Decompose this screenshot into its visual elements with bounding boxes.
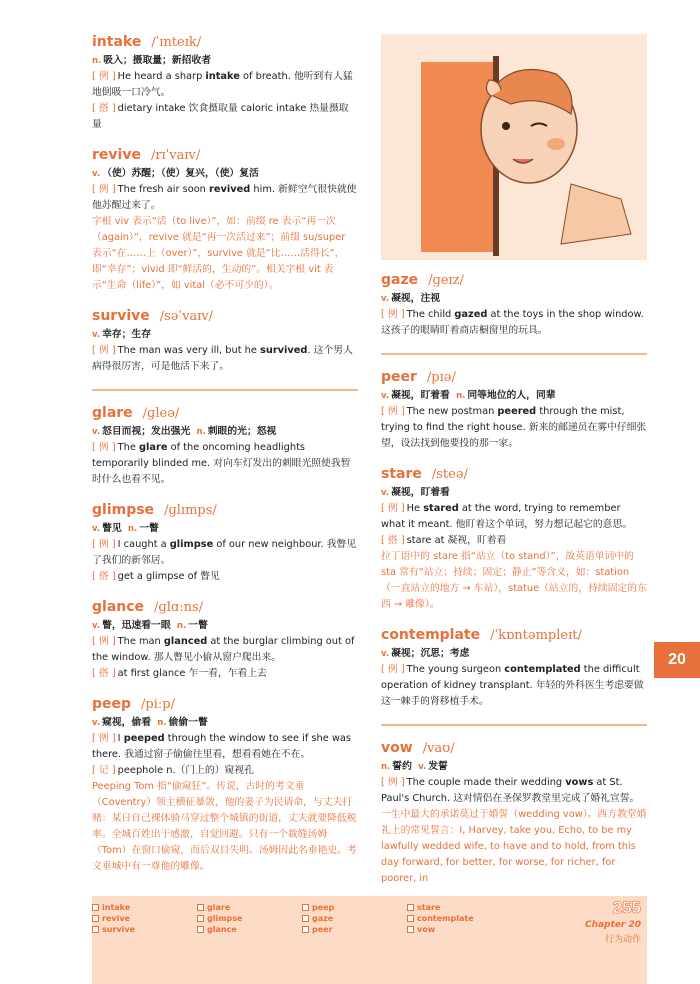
example: [ 例 ] He stared at the word, trying to remember what it meant. 他盯着这个单词，努力想记起它的意思。 [381, 503, 633, 530]
collocation: [ 搭 ] stare at 凝视，盯着看 [381, 535, 507, 546]
checkbox-icon [407, 915, 414, 922]
example: [ 例 ] The glare of the oncoming headlights temporarily blinded me. 对向车灯发出的刺眼光照使我暂时什么也看不见。 [92, 442, 351, 485]
headword: glimpse [92, 502, 155, 518]
headword: glare [92, 405, 133, 421]
phonetic: /pɪə/ [426, 370, 456, 385]
headword: peep [92, 696, 132, 712]
footer-word-glare[interactable]: glare [197, 902, 302, 913]
checkbox-icon [92, 904, 99, 911]
part-of-speech: v. [92, 330, 101, 340]
example: [ 例 ] The child gazed at the toys in the shop window. 这孩子的眼睛盯着商店橱窗里的玩具。 [381, 309, 644, 336]
left-column [92, 34, 358, 889]
headword: revive [92, 147, 141, 163]
culture-note: 一生中最大的承诺莫过于婚誓（wedding vow）。西方教堂婚礼上的常见誓言：I, Harvey, take you, Echo, to be my lawfully wedded wife, to have and to hold, from this day forward, for better, for worse, for richer, for poorer, in [381, 809, 647, 884]
chapter-label: Chapter 20 [584, 920, 641, 930]
culture-note: Peeping Tom 指“偷窥狂”。传说，古时的考文垂（Coventry）领主横征暴敛，他的妻子为民请命，与丈夫打赌：某日自己裸体骑马穿过整个城镇的街道，丈夫就要降低税率。全城百姓出于感激，自觉回避。只有一个裁缝汤姆（Tom）在窗口偷窥，而后双目失明。汤姆因此名垂艳史。考文垂城中有一尊他的雕像。 [92, 781, 357, 872]
checkbox-icon [197, 915, 204, 922]
headword: stare [381, 466, 422, 482]
entry-glare: glare /ɡleə/ v. 怒目而视；发出强光 n. 刺眼的光；怒视 [ 例 ] The glare of the oncoming headlights temporarily blinded me. 对向车灯发出的刺眼光照使我暂时什么也看不见。 [92, 405, 358, 488]
chapter-side-tab: 20 [654, 642, 700, 678]
phonetic: /steə/ [431, 467, 468, 482]
phonetic: /ˈɪnteɪk/ [151, 35, 202, 50]
example: [ 例 ] The man was very ill, but he survived. 这个男人病得很厉害，可是他活下来了。 [92, 345, 353, 372]
headword: glance [92, 599, 145, 615]
entry-peep: peep /piːp/ v. 窥视，偷看 n. 偷偷一瞥 [ 例 ] I peeped through the window to see if she was there. 我通过窗子偷偷往里看，想看看她在不在。 [ 记 ] peephole n.（门上的）窥视孔 Peeping Tom 指“偷窥狂”。传说，古时的考文垂（Coventry）领主横征暴敛，他的妻子为民请命，与丈夫打赌：某日自己裸体骑马穿过整个城镇的街道，丈夫就要降低税率。全城百姓出于感激，自觉回避。只有一个裁缝汤姆（Tom）在窗口偷窥，而后双目失明。汤姆因此名垂艳史。考文垂城中有一尊他的雕像。 [92, 696, 358, 875]
phonetic: /ɡeɪz/ [428, 273, 464, 288]
entry-revive [92, 147, 358, 294]
footer-word-peer[interactable]: peer [302, 924, 407, 935]
collocation: [ 搭 ] dietary intake 饮食摄取量 caloric intake 热量摄取量 [92, 103, 349, 130]
section-divider [381, 724, 647, 726]
definition: 吸入；摄取量；新招收者 [103, 55, 212, 66]
footer-word-intake[interactable]: intake [92, 902, 197, 913]
phonetic: /piːp/ [141, 697, 175, 712]
entry-survive [92, 308, 358, 375]
footer-word-glimpse[interactable]: glimpse [197, 913, 302, 924]
headword: survive [92, 308, 150, 324]
footer-wordlist [92, 896, 647, 984]
footer-word-grid [92, 902, 527, 935]
example: [ 例 ] The couple made their wedding vows at St. Paul's Church. 这对情侣在圣保罗教堂里完成了婚礼宣誓。 [381, 777, 640, 804]
entry-stare: stare /steə/ v. 凝视，盯着看 [ 例 ] He stared at the word, trying to remember what it meant. 他盯着这个单词，努力想记起它的意思。 [ 搭 ] stare at 凝视，盯着看 拉丁语中的 stare 指“站立（to stand）”，故英语单词中的 sta 常有“站立；持续；固定；静止”等含义，如：station（一直站立的地方 → 车站），statue（站立的，持续固定的东西 → 雕像）。 [381, 466, 647, 613]
etymology-note: 字根 viv 表示“活（to live）”，如：前缀 re 表示“再一次（again）”，revive 就是“再一次活过来”；前缀 su/super 表示“在……上（over）”，survive 就是“比……活得长”，即“幸存”；vivid 即“鲜活的，生动的”。相关字根 vit 表示“生命（life）”，如 vital（必不可少的）。 [92, 216, 346, 291]
example: [ 例 ] The new postman peered through the mist, trying to find the right house. 新来的邮递员在雾中仔细张望，设法找到他要投的那一家。 [381, 406, 647, 449]
footer-word-contemplate[interactable]: contemplate [407, 913, 527, 924]
entry-glimpse: glimpse /ɡlɪmps/ v. 瞥见 n. 一瞥 [ 例 ] I caught a glimpse of our new neighbour. 我瞥见了我们的新邻居。 [ 搭 ] get a glimpse of 瞥见 [92, 502, 358, 585]
phonetic: /vaʊ/ [422, 741, 455, 756]
example: [ 例 ] He heard a sharp intake of breath. 他听到有人猛地倒吸一口冷气。 [92, 71, 353, 98]
checkbox-icon [197, 904, 204, 911]
entry-vow: vow /vaʊ/ n. 誓约 v. 发誓 [ 例 ] The couple made their wedding vows at St. Paul's Church. 这对情侣在圣保罗教堂里完成了婚礼宣誓。 一生中最大的承诺莫过于婚誓（wedding vow）。西方教堂婚礼上的常见誓言：I, Harvey, take you, Echo, to be my lawfully wedded wife, to have and to hold, from this day forward, for better, for worse, for richer, for poorer, in [381, 740, 647, 887]
section-divider [92, 389, 358, 391]
entry-intake [92, 34, 358, 133]
footer-word-revive[interactable]: revive [92, 913, 197, 924]
footer-word-gaze[interactable]: gaze [302, 913, 407, 924]
definition: （使）苏醒；（使）复兴，（使）复活 [102, 168, 259, 179]
checkbox-icon [197, 926, 204, 933]
checkbox-icon [92, 926, 99, 933]
footer-word-survive[interactable]: survive [92, 924, 197, 935]
checkbox-icon [302, 904, 309, 911]
chapter-title-cn: 行为动作 [604, 935, 641, 945]
checkbox-icon [92, 915, 99, 922]
entry-contemplate: contemplate /ˈkɒntəmpleɪt/ v. 凝视；沉思；考虑 [ 例 ] The young surgeon contemplated the difficult operation of kidney transplant. 年轻的外科医生考虑要做这一棘手的肾移植手术。 [381, 627, 647, 710]
example: [ 例 ] The fresh air soon revived him. 新鲜空气很快就使他苏醒过来了。 [92, 184, 357, 211]
part-of-speech: n. [92, 56, 102, 66]
checkbox-icon [302, 915, 309, 922]
headword: peer [381, 369, 417, 385]
entry-peer: peer /pɪə/ v. 凝视，盯着看 n. 同等地位的人，同辈 [ 例 ] The new postman peered through the mist, trying to find the right house. 新来的邮递员在雾中仔细张望，设法找到他要投的那一家。 [381, 369, 647, 452]
phonetic: /səˈvaɪv/ [159, 309, 214, 324]
peeking-boy-illustration [381, 34, 647, 260]
example: [ 例 ] I peeped through the window to see if she was there. 我通过窗子偷偷往里看，想看看她在不在。 [92, 733, 351, 760]
phonetic: /ˈkɒntəmpleɪt/ [490, 628, 582, 643]
phonetic: /rɪˈvaɪv/ [150, 148, 201, 163]
right-column [381, 34, 647, 901]
entry-glance: glance /ɡlɑːns/ v. 瞥，迅速看一眼 n. 一瞥 [ 例 ] The man glanced at the burglar climbing out of the window. 那人瞥见小偷从窗户爬出来。 [ 搭 ] at first glance 乍一看，乍看上去 [92, 599, 358, 682]
example: [ 例 ] The young surgeon contemplated the difficult operation of kidney transplant. 年轻的外科医生考虑要做这一棘手的肾移植手术。 [381, 664, 644, 707]
headword: vow [381, 740, 413, 756]
part-of-speech: v. [92, 169, 101, 179]
footer-word-stare[interactable]: stare [407, 902, 527, 913]
page-number: 255 [612, 898, 641, 917]
footer-word-glance[interactable]: glance [197, 924, 302, 935]
example: [ 例 ] I caught a glimpse of our new neighbour. 我瞥见了我们的新邻居。 [92, 539, 357, 566]
phonetic: /ɡleə/ [142, 406, 180, 421]
etymology-note: 拉丁语中的 stare 指“站立（to stand）”，故英语单词中的 sta 常有“站立；持续；固定；静止”等含义，如：station（一直站立的地方 → 车站），statue（站立的，持续固定的东西 → 雕像）。 [381, 551, 647, 610]
collocation: [ 搭 ] at first glance 乍一看，乍看上去 [92, 668, 267, 679]
checkbox-icon [302, 926, 309, 933]
phonetic: /ɡlɪmps/ [164, 503, 217, 518]
entry-gaze: gaze /ɡeɪz/ v. 凝视，注视 [ 例 ] The child gazed at the toys in the shop window. 这孩子的眼睛盯着商店橱窗里的玩具。 [381, 272, 647, 339]
definition: 幸存；生存 [102, 329, 152, 340]
footer-word-peep[interactable]: peep [302, 902, 407, 913]
footer-word-vow[interactable]: vow [407, 924, 527, 935]
section-divider [381, 353, 647, 355]
illustration-svg [381, 34, 647, 260]
checkbox-icon [407, 926, 414, 933]
collocation: [ 搭 ] get a glimpse of 瞥见 [92, 571, 220, 582]
headword: intake [92, 34, 142, 50]
memory-tip: [ 记 ] peephole n.（门上的）窥视孔 [92, 765, 254, 776]
headword: gaze [381, 272, 419, 288]
example: [ 例 ] The man glanced at the burglar climbing out of the window. 那人瞥见小偷从窗户爬出来。 [92, 636, 355, 663]
checkbox-icon [407, 904, 414, 911]
phonetic: /ɡlɑːns/ [154, 600, 204, 615]
headword: contemplate [381, 627, 481, 643]
